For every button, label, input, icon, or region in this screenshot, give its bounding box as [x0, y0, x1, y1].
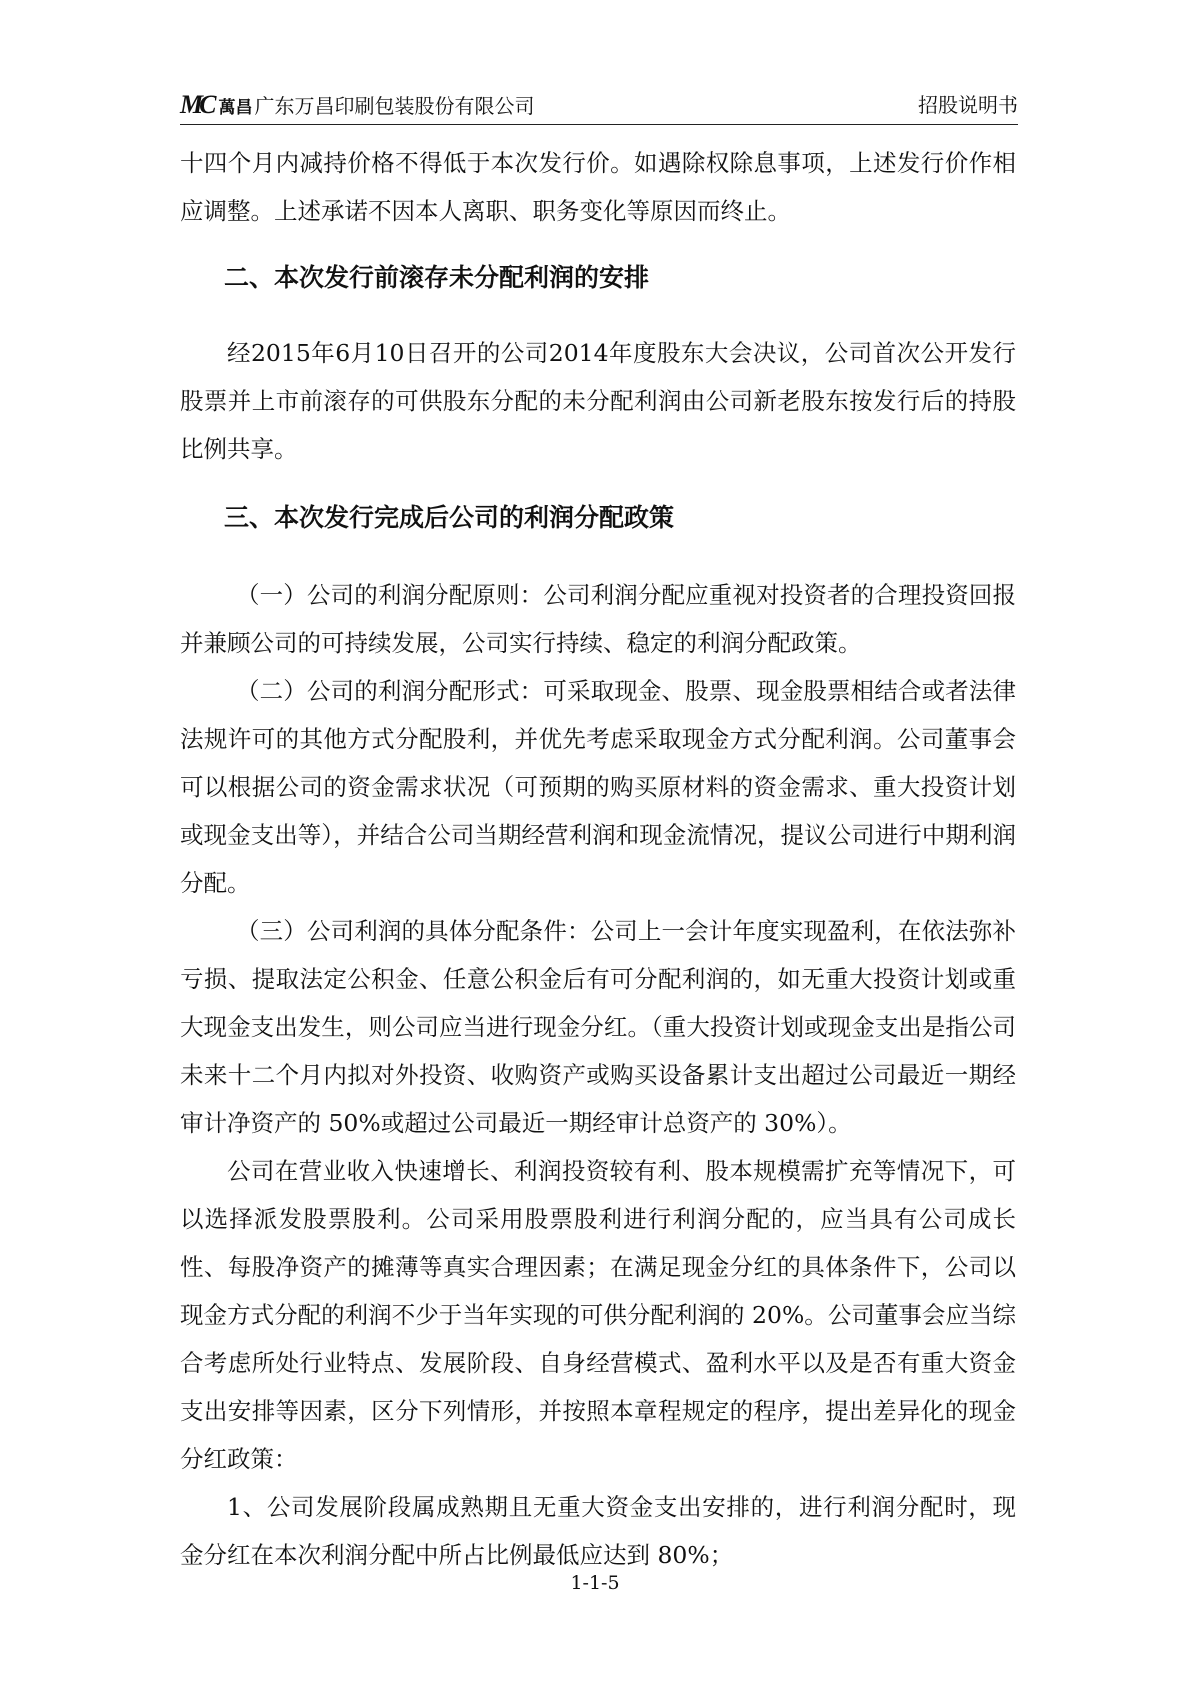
paragraph-distribution-form: （二）公司的利润分配形式：可采取现金、股票、现金股票相结合或者法律法规许可的其他方式分配股利，并优先考虑采取现金方式分配利润。公司董事会可以根据公司的资金需求状况（可预期的购买原材料的资金需求、重大投资计划或现金支出等），并结合公司当期经营利润和现金流情况，提议公司进行中期利润分配。 [180, 677, 1016, 897]
company-name: 广东万昌印刷包装股份有限公司 [254, 94, 535, 118]
paragraph-continuation: 十四个月内减持价格不得低于本次发行价。如遇除权除息事项，上述发行价作相应调整。上述承诺不因本人离职、职务变化等原因而终止。 [180, 149, 1016, 225]
company-logo [180, 90, 534, 123]
paragraph-item-1: 1、公司发展阶段属成熟期且无重大资金支出安排的，进行利润分配时，现金分红在本次利润分配中所占比例最低应达到 80%； [180, 1493, 1016, 1569]
paragraph-stock-dividend: 公司在营业收入快速增长、利润投资较有利、股本规模需扩充等情况下，可以选择派发股票股利。公司采用股票股利进行利润分配的，应当具有公司成长性、每股净资产的摊薄等真实合理因素；在满足现金分红的具体条件下，公司以现金方式分配的利润不少于当年实现的可供分配利润的 20%。公司董事会应当综合考虑所处行业特点、发展阶段、自身经营模式、盈利水平以及是否有重大资金支出安排等因素，区分下列情形，并按照本章程规定的程序，提出差异化的现金分红政策： [180, 1157, 1016, 1473]
logo-text: 萬昌 [218, 98, 253, 118]
page-number: 1-1-5 [570, 1572, 620, 1594]
page-header [180, 86, 1018, 125]
page-body [180, 139, 1016, 1579]
paragraph-distribution-conditions: （三）公司利润的具体分配条件：公司上一会计年度实现盈利，在依法弥补亏损、提取法定公积金、任意公积金后有可分配利润的，如无重大投资计划或重大现金支出发生，则公司应当进行现金分红。（重大投资计划或现金支出是指公司未来十二个月内拟对外投资、收购资产或购买设备累计支出超过公司最近一期经审计净资产的 50%或超过公司最近一期经审计总资产的 30%）。 [180, 917, 1016, 1137]
document-type: 招股说明书 [918, 93, 1018, 117]
section-heading-retained-profits: 二、本次发行前滚存未分配利润的安排 [224, 263, 650, 292]
logo-mark: MC [180, 90, 213, 119]
section-heading-dividend-policy: 三、本次发行完成后公司的利润分配政策 [224, 503, 675, 532]
paragraph-distribution-principle: （一）公司的利润分配原则：公司利润分配应重视对投资者的合理投资回报并兼顾公司的可持续发展，公司实行持续、稳定的利润分配政策。 [180, 581, 1016, 657]
paragraph-retained-profits: 经2015年6月10日召开的公司2014年度股东大会决议，公司首次公开发行股票并上市前滚存的可供股东分配的未分配利润由公司新老股东按发行后的持股比例共享。 [180, 339, 1016, 463]
